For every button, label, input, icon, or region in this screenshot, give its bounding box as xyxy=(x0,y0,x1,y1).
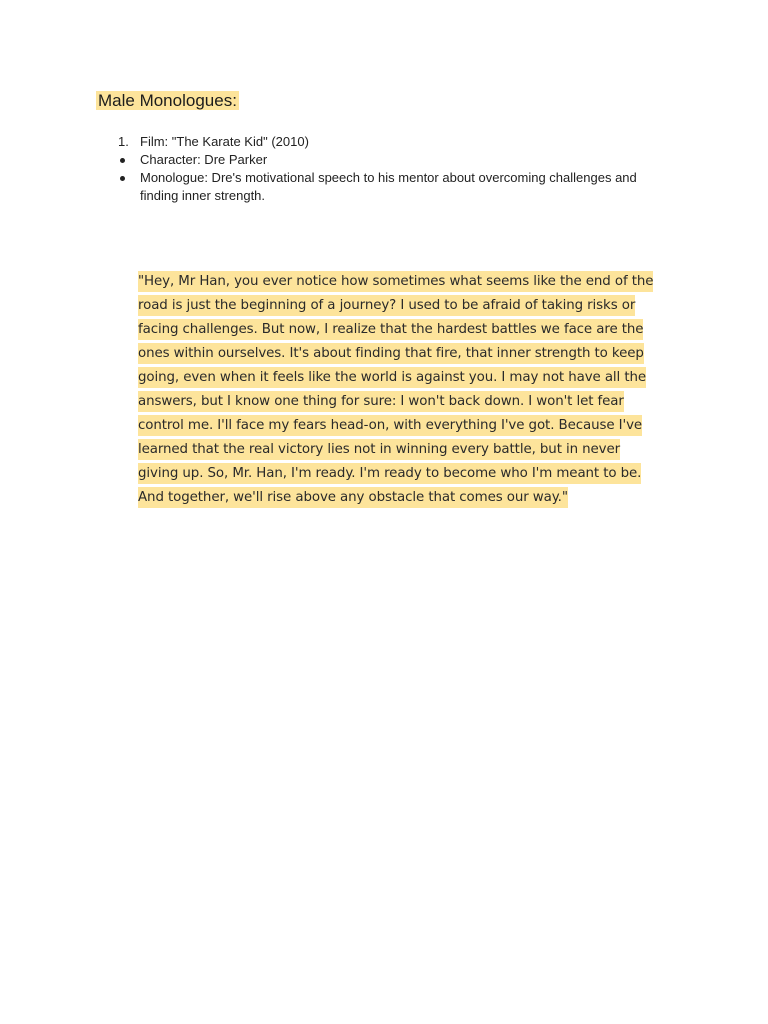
section-heading xyxy=(96,90,239,112)
monologue-item xyxy=(108,169,668,205)
monologue-quote-text: "Hey, Mr Han, you ever notice how sometimes what seems like the end of the road is just the beginning of a journey? I used to be afraid of taking risks or facing challenges. But now, I realize that the hardest battles we face are the ones within ourselves. It's about finding that fire, that inner strength to keep going, even when it feels like the world is against you. I may not have all the answers, but I know one thing for sure: I won't back down. I won't let fear control me. I'll face my fears head-on, with everything I've got. Because I've learned that the real victory lies not in winning every battle, but in never giving up. So, Mr. Han, I'm ready. I'm ready to become who I'm meant to be. And together, we'll rise above any obstacle that comes our way." xyxy=(138,271,653,508)
list-number: 1. xyxy=(118,134,129,149)
monologue-quote-block xyxy=(138,270,658,510)
bullet-icon xyxy=(120,158,125,163)
character-text: Character: Dre Parker xyxy=(140,152,268,167)
section-heading-text: Male Monologues: xyxy=(98,91,237,110)
film-item xyxy=(108,133,668,151)
character-item xyxy=(108,151,668,169)
film-text: Film: "The Karate Kid" (2010) xyxy=(140,134,309,149)
monologue-details-list xyxy=(108,133,668,205)
monologue-description-text: Monologue: Dre's motivational speech to his mentor about overcoming challenges and finding inner strength. xyxy=(140,170,637,203)
bullet-icon xyxy=(120,176,125,181)
